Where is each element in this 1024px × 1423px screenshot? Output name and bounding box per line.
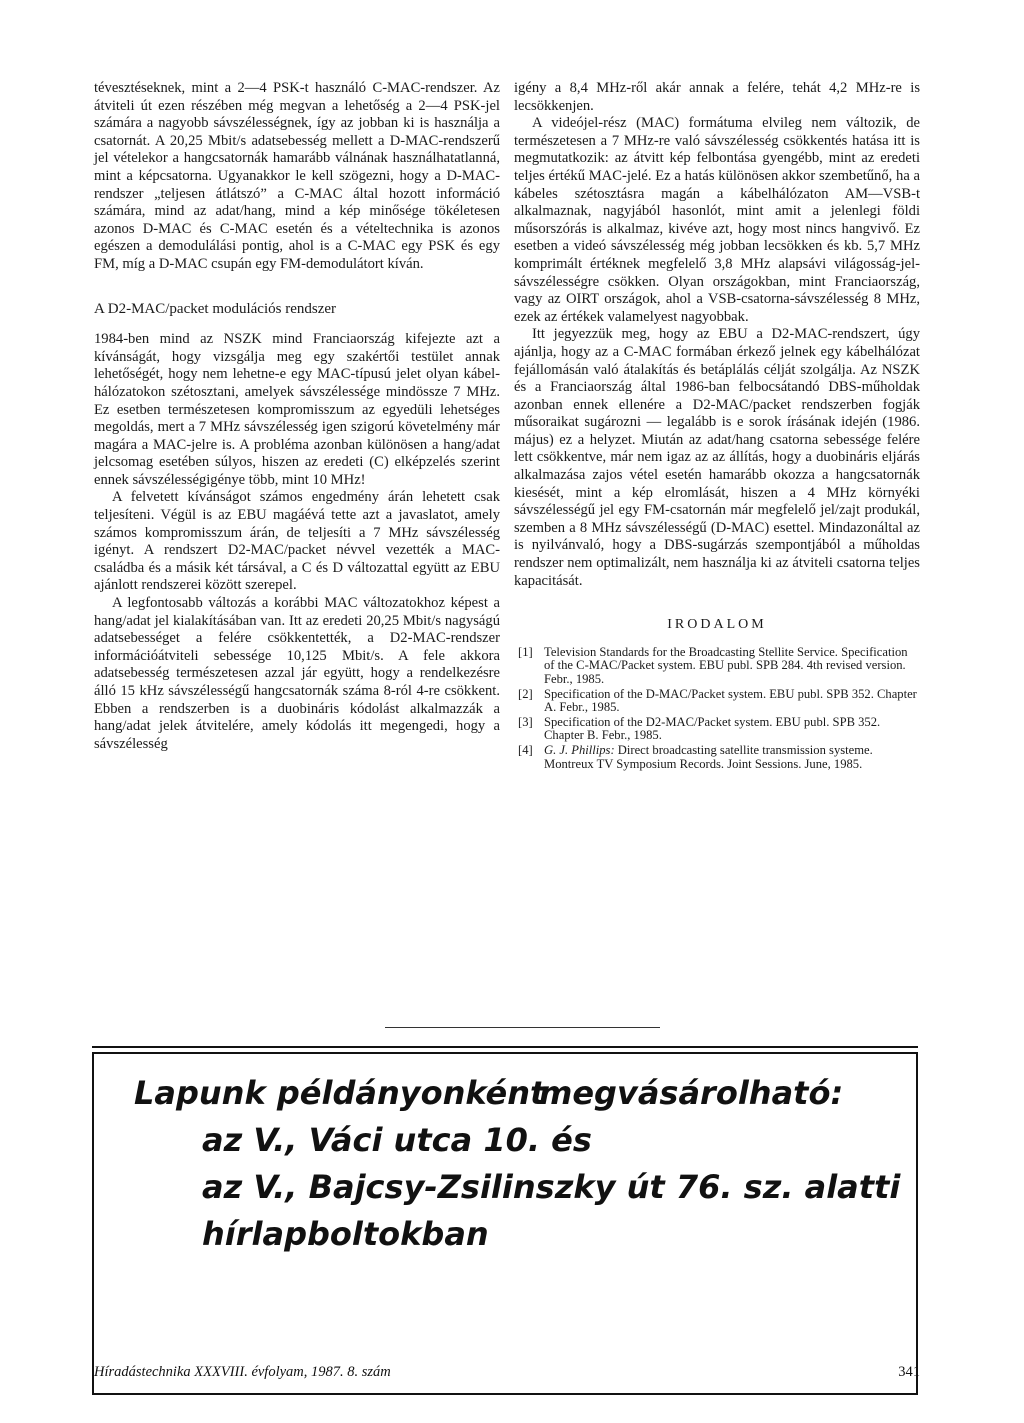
section-divider (385, 1027, 660, 1028)
paragraph: A felvetett kívánságot számos engedmény árán lehetett csak teljesíteni. Végül is az EBU magáévá tette azt a javaslatot, amely számos kompromisszum árán, de teljesíti a 7 MHz sávszélesség igényt. A rendszert D2-MAC/packet névvel vezették a MAC-családba és a másik két társával, a C és D változattal együtt az EBU ajánlott rendszerei között szerepel. (94, 489, 500, 594)
reference-text: Television Standards for the Broadcasting Stellite Service. Specification of the C-MAC/Packet system. EBU publ. SPB 284. 4th revised version. Febr., 1985. (544, 644, 908, 686)
left-column (94, 80, 500, 753)
section-heading: A D2-MAC/packet modulációs rendszer (94, 300, 337, 317)
reference-text: Direct broadcasting satellite transmission systeme. Montreux TV Symposium Records. Joint Sessions. June, 1985. (544, 742, 873, 771)
reference-number: [4] (518, 742, 533, 757)
paragraph: 1984-ben mind az NSZK mind Franciaország kifejezte azt a kívánságát, hogy vizsgálja meg egy szakértői testület annak lehetőségét, hogy nem lehetne-e egy MAC-típusú jelet olyan kábel-hálózatokon szétosztani, amelyek sávszélessége mindössze 7 MHz. Ez esetben természetesen kompromisszum az egyedüli lehetséges megoldás, mert a 7 MHz sávszélesség igen szigorú követelmény már magára a MAC-jelre is. A probléma azonban különösen a hang/adat jelcsomag esetében súlyos, hiszen az eredeti (C) elképzelés szerint ennek sávszélességigénye több, mint 10 MHz! (94, 331, 500, 488)
paragraph: Itt jegyezzük meg, hogy az EBU a D2-MAC-rendszert, úgy ajánlja, hogy az a C-MAC formában érkező jelnek egy kábelhálózat fejállomásán való átalakítás és betáplálás célját szolgálja. Az NSZK és a Franciaország által 1986-ban felbocsátandó DBS-műholdak azonban ennek ellenére a D2-MAC/packet rendszerben fogják műsoraikat sugározni — legalább is e sorok írásának idején (1986. május) ez a helyzet. Miután az adat/hang csatorna sebessége felére lett csökkentve, már nem igaz az az állítás, hogy a duobináris eljárás alkalmazása zajos vétel esetén hamarább okozza a hangcsatornák kiesését, mint a kép elromlását, hiszen a 4 MHz környéki sávszélességű jel egy FM-csatornán már megfelelő jel/zajt produkál, szemben a 8 MHz sávszélességű (D-MAC) esettel. Mindazonáltal az is nyilvánvaló, hogy a DBS-sugárzás szempontjából a műholdas rendszer nem optimalizált, nem használja ki az átviteli csatorna teljes kapacitását. (514, 326, 920, 589)
ad-line-1b: megvásárolható: (539, 1074, 844, 1112)
ad-line-3: az V., Bajcsy-Zsilinszky út 76. sz. alatti (202, 1168, 901, 1206)
page-number: 341 (898, 1364, 920, 1380)
reference-number: [1] (518, 644, 533, 659)
right-column (514, 80, 920, 772)
reference-number: [2] (518, 686, 533, 701)
reference-text: Specification of the D2-MAC/Packet system. EBU publ. SPB 352. Chapter B. Febr., 1985. (544, 714, 881, 743)
paragraph: tévesztéseknek, mint a 2—4 PSK-t használó C-MAC-rendszer. Az átviteli út ezen részében még megvan a lehetőség a 2—4 PSK-jel számára a nagyobb sávszélességnek, így az jobban ki is használja a csatornát. A 20,25 Mbit/s adatsebesség mellett a D-MAC-rendszerű jel vételekor a hangcsatornák hamarább válnának használhatatlanná, mint a képcsatorna. Ugyanakkor le kell szögezni, hogy a D-MAC-rendszer „teljesen átlátszó” a C-MAC által hozott információ számára, mind az adat/hang, mind a kép minősége tökéletesen azonos D-MAC és C-MAC esetén és a vételtechnika is azonos egészen a demodulálási pontig, ahol is a C-MAC egy PSK és egy FM, míg a D-MAC csupán egy FM-demodulátort kíván. (94, 80, 500, 272)
reference-item (514, 646, 920, 687)
advertisement-box (92, 1052, 918, 1395)
reference-item (514, 744, 920, 771)
paragraph: A legfontosabb változás a korábbi MAC változatokhoz képest a hang/adat jel kialakításában van. Itt az eredeti 20,25 Mbit/s nagyságú adatsebességet a felére csökkentették, a D2-MAC-rendszer információátviteli sebessége 10,125 Mbit/s. A fele akkora adatsebesség természetesen azzal jár együtt, hogy a rendelkezésre álló 15 kHz sávszélességű hangcsatornák száma 8-ról 4-re csökkent. Ebben a rendszerben is a duobináris kódolást alkalmazzák a hang/adat jelek átvitelére, amely kódolás itt megengedi, hogy a sávszélesség (94, 595, 500, 752)
references-list (514, 646, 920, 771)
reference-item (514, 716, 920, 743)
paragraph: igény a 8,4 MHz-ről akár annak a felére, tehát 4,2 MHz-re is lecsökkenjen. (514, 80, 920, 114)
ad-line-1a: Lapunk példányonként (134, 1074, 546, 1112)
reference-number: [3] (518, 714, 533, 729)
reference-item (514, 688, 920, 715)
paragraph: A videójel-rész (MAC) formátuma elvileg nem változik, de természetesen a 7 MHz-re való sávszélesség csökkentés hatása itt is megmutatkozik: az átvitt kép felbontása gyengébb, mint az eredeti teljes értékű MAC-jelé. Ez a hatás különösen akkor szembetűnő, ha a kábeles szétosztásra magán a kábelhálózaton AM—VSB-t alkalmaznak, nagyjából hasonlót, mint amit a jelenlegi földi műsorszórás is alkalmaz, kivéve azt, hogy most nincs hangvivő. Ez esetben a videó sávszélesség még jobban lecsökken és kb. 5,7 MHz komprimált értéknek megfelelő 3,8 MHz alapsávi világosság-jel-sávszélességre csökken. Olyan országokban, mint Franciaország, vagy az OIRT országok, ahol a VSB-csatorna-sávszélesség 8 MHz, ezek az értékek valamelyest nagyobbak. (514, 115, 920, 325)
reference-text: Specification of the D-MAC/Packet system. EBU publ. SPB 352. Chapter A. Febr., 1985. (544, 686, 917, 715)
left-paragraphs-after-heading (94, 331, 500, 753)
references-title: IRODALOM (667, 617, 767, 633)
ad-line-4: hírlapboltokban (202, 1215, 489, 1253)
left-paragraphs-before-heading (94, 80, 500, 274)
advertisement-top-rule (92, 1046, 918, 1048)
ad-line-2: az V., Váci utca 10. és (202, 1121, 592, 1159)
journal-footer: Híradástechnika XXXVIII. évfolyam, 1987. 8. szám (94, 1364, 391, 1380)
reference-author: G. J. Phillips: (544, 742, 615, 757)
